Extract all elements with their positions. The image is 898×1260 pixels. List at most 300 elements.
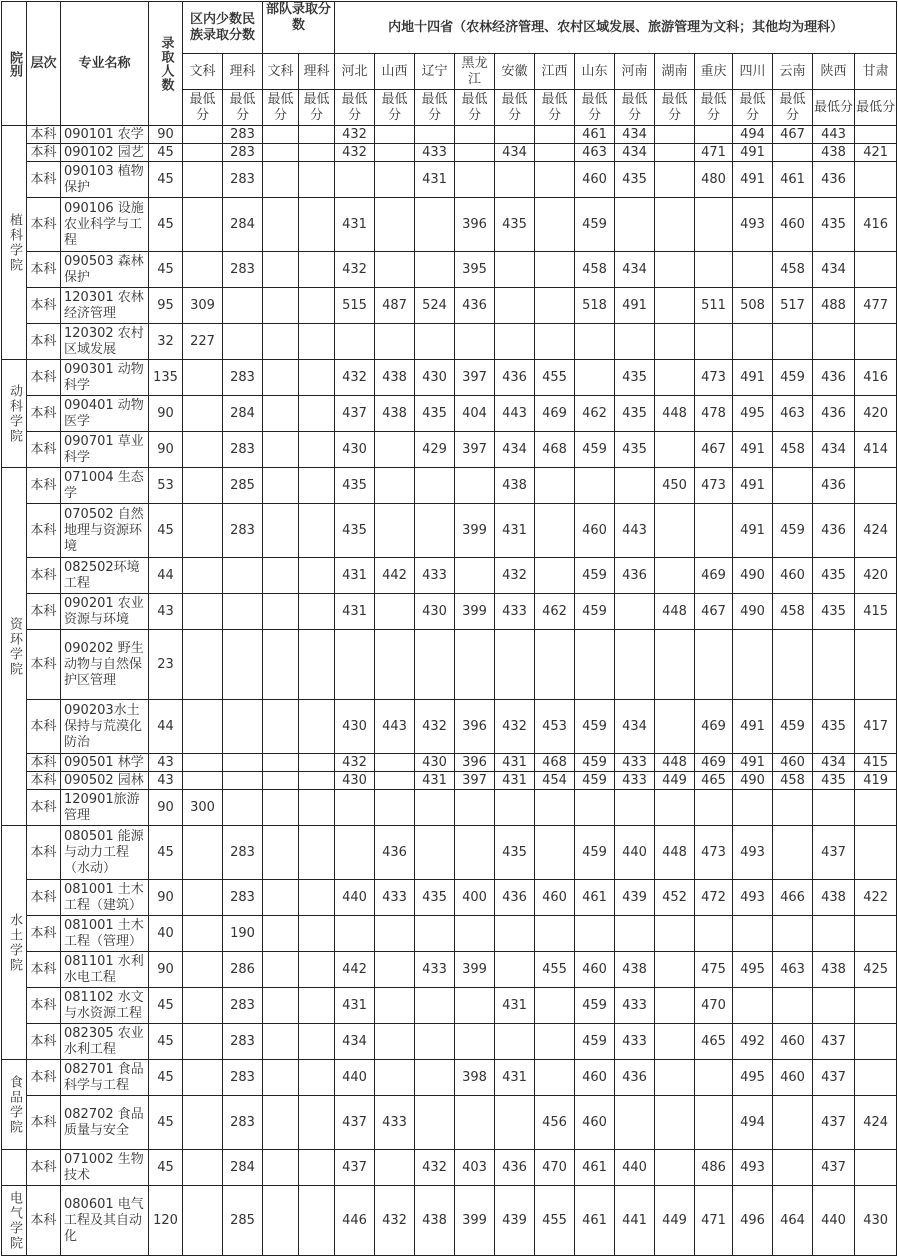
score-cell: 448 [655,826,695,880]
score-cell: 491 [733,700,773,754]
table-row [2,324,897,360]
military-wen-cell [263,790,299,826]
score-cell [615,324,655,360]
score-cell: 425 [855,952,897,988]
score-cell [655,324,695,360]
military-wen-cell [263,558,299,594]
score-cell: 466 [773,880,813,916]
header-college: 院别 [2,2,27,126]
score-cell: 438 [813,144,855,162]
score-cell: 439 [495,1186,535,1256]
military-li-cell [299,324,335,360]
score-cell: 438 [813,952,855,988]
header-minority-li: 理科 [223,54,263,90]
minority-wen-cell [183,754,223,772]
score-cell [335,162,375,198]
score-cell: 491 [733,162,773,198]
major-cell: 120302 农村区域发展 [61,324,149,360]
major-cell: 090503 森林保护 [61,252,149,288]
count-cell: 45 [149,162,183,198]
score-cell [535,630,575,700]
minority-li-cell [223,324,263,360]
score-cell: 490 [733,558,773,594]
score-cell: 434 [495,432,535,468]
score-cell: 397 [455,432,495,468]
minority-wen-cell [183,916,223,952]
level-cell: 本科 [27,594,61,630]
score-cell [375,324,415,360]
military-wen-cell [263,1186,299,1256]
score-cell [375,504,415,558]
score-cell: 430 [335,432,375,468]
score-cell: 435 [813,772,855,790]
score-cell [813,630,855,700]
minority-li-cell: 283 [223,826,263,880]
score-cell [733,630,773,700]
score-cell: 473 [695,360,733,396]
score-cell [695,1060,733,1096]
score-cell [535,468,575,504]
score-cell: 432 [495,558,535,594]
header-major: 专业名称 [61,2,149,126]
military-li-cell [299,790,335,826]
score-cell: 403 [455,1150,495,1186]
score-cell [375,790,415,826]
college-cell: 水土学院 [2,826,27,1060]
minority-wen-cell [183,1024,223,1060]
header-province: 黑龙江 [455,54,495,90]
score-cell [655,360,695,396]
score-cell: 435 [615,162,655,198]
major-cell: 090701 草业科学 [61,432,149,468]
score-cell [375,630,415,700]
minority-li-cell: 283 [223,880,263,916]
major-cell: 120301 农林经济管理 [61,288,149,324]
military-li-cell [299,1060,335,1096]
major-cell: 081102 水文与水资源工程 [61,988,149,1024]
count-cell: 45 [149,1024,183,1060]
score-cell: 490 [733,772,773,790]
score-cell [773,144,813,162]
score-cell: 442 [375,558,415,594]
table-row [2,558,897,594]
score-cell: 437 [813,1150,855,1186]
score-cell [575,916,615,952]
score-cell: 459 [575,826,615,880]
header-province: 四川 [733,54,773,90]
score-cell: 471 [695,1186,733,1256]
level-cell: 本科 [27,360,61,396]
score-cell: 487 [375,288,415,324]
score-cell: 459 [575,1024,615,1060]
major-cell: 090106 设施农业科学与工程 [61,198,149,252]
score-cell: 488 [813,288,855,324]
score-cell: 439 [615,880,655,916]
score-cell: 431 [335,558,375,594]
header-min-score: 最低分 [375,90,415,126]
military-li-cell [299,916,335,952]
score-cell [695,630,733,700]
header-level: 层次 [27,2,61,126]
level-cell: 本科 [27,558,61,594]
header-province: 重庆 [695,54,733,90]
header-province: 山西 [375,54,415,90]
military-li-cell [299,630,335,700]
header-province: 辽宁 [415,54,455,90]
count-cell: 40 [149,916,183,952]
score-cell [855,468,897,504]
level-cell: 本科 [27,396,61,432]
minority-wen-cell [183,360,223,396]
header-min-score: 最低分 [773,90,813,126]
score-cell: 461 [575,126,615,144]
major-cell: 070502 自然地理与资源环境 [61,504,149,558]
count-cell: 53 [149,468,183,504]
minority-wen-cell [183,988,223,1024]
score-cell: 459 [575,594,615,630]
military-wen-cell [263,360,299,396]
military-li-cell [299,144,335,162]
military-wen-cell [263,952,299,988]
score-cell: 458 [773,772,813,790]
military-li-cell [299,1150,335,1186]
score-cell: 435 [335,468,375,504]
count-cell: 90 [149,880,183,916]
score-cell [855,1060,897,1096]
major-cell: 080601 电气工程及其自动化 [61,1186,149,1256]
score-cell: 420 [855,558,897,594]
score-cell: 465 [695,772,733,790]
score-cell: 468 [535,754,575,772]
military-wen-cell [263,504,299,558]
count-cell: 90 [149,790,183,826]
score-cell [415,198,455,252]
minority-li-cell: 283 [223,162,263,198]
header-min-score: 最低分 [223,90,263,126]
score-cell: 460 [773,754,813,772]
level-cell: 本科 [27,324,61,360]
level-cell: 本科 [27,988,61,1024]
military-wen-cell [263,988,299,1024]
military-wen-cell [263,252,299,288]
score-cell [655,162,695,198]
major-cell: 090201 农业资源与环境 [61,594,149,630]
major-cell: 090502 园林 [61,772,149,790]
military-wen-cell [263,1096,299,1150]
score-cell: 486 [695,1150,733,1186]
score-cell: 471 [695,144,733,162]
count-cell: 45 [149,1060,183,1096]
score-cell: 463 [773,952,813,988]
military-li-cell [299,988,335,1024]
major-cell: 071004 生态学 [61,468,149,504]
score-cell [773,1096,813,1150]
military-li-cell [299,432,335,468]
military-wen-cell [263,198,299,252]
score-cell: 495 [733,1060,773,1096]
header-min-score: 最低分 [263,90,299,126]
score-cell [695,1096,733,1150]
score-cell [655,790,695,826]
minority-wen-cell [183,432,223,468]
table-row [2,916,897,952]
header-province: 山东 [575,54,615,90]
score-cell [375,126,415,144]
header-min-score: 最低分 [695,90,733,126]
level-cell: 本科 [27,198,61,252]
military-wen-cell [263,826,299,880]
score-cell [655,1024,695,1060]
score-cell: 460 [773,198,813,252]
score-cell: 441 [615,1186,655,1256]
score-cell: 430 [335,772,375,790]
score-cell: 478 [695,396,733,432]
score-cell: 469 [535,396,575,432]
count-cell: 44 [149,700,183,754]
score-cell: 455 [535,1186,575,1256]
count-cell: 90 [149,952,183,988]
score-cell [455,916,495,952]
score-cell: 491 [733,504,773,558]
score-cell: 463 [575,144,615,162]
score-cell [335,630,375,700]
score-cell: 434 [495,144,535,162]
score-cell [455,1024,495,1060]
military-li-cell [299,288,335,324]
score-cell: 436 [813,504,855,558]
score-cell: 433 [375,1096,415,1150]
score-cell: 398 [455,1060,495,1096]
level-cell: 本科 [27,700,61,754]
table-row [2,360,897,396]
score-cell: 432 [335,360,375,396]
level-cell: 本科 [27,790,61,826]
score-cell [733,252,773,288]
major-cell: 071002 生物技术 [61,1150,149,1186]
minority-wen-cell [183,700,223,754]
score-cell [535,558,575,594]
score-cell: 495 [733,952,773,988]
score-cell: 465 [695,1024,733,1060]
military-wen-cell [263,1060,299,1096]
count-cell: 45 [149,198,183,252]
score-cell: 396 [455,700,495,754]
score-cell: 415 [855,594,897,630]
score-cell: 397 [455,360,495,396]
score-cell [375,1024,415,1060]
count-cell: 45 [149,252,183,288]
count-cell: 45 [149,826,183,880]
score-cell: 435 [495,198,535,252]
score-cell: 395 [455,252,495,288]
military-wen-cell [263,396,299,432]
table-row [2,432,897,468]
score-cell: 431 [495,1060,535,1096]
military-wen-cell [263,468,299,504]
score-cell [695,916,733,952]
minority-wen-cell [183,198,223,252]
score-cell [455,126,495,144]
score-cell: 473 [695,468,733,504]
header-min-score: 最低分 [495,90,535,126]
score-cell [455,826,495,880]
score-cell: 463 [773,396,813,432]
score-cell: 436 [495,880,535,916]
military-li-cell [299,126,335,144]
score-cell: 493 [733,198,773,252]
major-cell: 081101 水利水电工程 [61,952,149,988]
score-cell: 433 [615,754,655,772]
military-li-cell [299,880,335,916]
score-cell: 469 [695,558,733,594]
minority-li-cell [223,790,263,826]
score-cell: 432 [415,700,455,754]
table-row [2,594,897,630]
score-cell [535,1060,575,1096]
score-cell: 475 [695,952,733,988]
score-cell: 431 [495,504,535,558]
count-cell: 43 [149,754,183,772]
score-cell [375,952,415,988]
military-wen-cell [263,1150,299,1186]
score-cell: 431 [415,772,455,790]
header-min-score: 最低分 [299,90,335,126]
score-cell [335,790,375,826]
table-row [2,126,897,144]
header-min-score: 最低分 [415,90,455,126]
minority-li-cell: 284 [223,198,263,252]
military-wen-cell [263,772,299,790]
score-cell: 458 [773,252,813,288]
level-cell: 本科 [27,826,61,880]
score-cell: 436 [455,288,495,324]
score-cell [813,790,855,826]
score-cell [655,700,695,754]
score-cell: 437 [813,1060,855,1096]
score-cell [455,162,495,198]
score-cell: 469 [695,700,733,754]
score-cell: 437 [813,1096,855,1150]
score-cell: 480 [695,162,733,198]
military-li-cell [299,1096,335,1150]
minority-li-cell: 283 [223,988,263,1024]
score-cell: 493 [733,826,773,880]
score-cell [415,126,455,144]
military-li-cell [299,396,335,432]
table-row [2,288,897,324]
score-cell [575,630,615,700]
score-cell: 433 [415,952,455,988]
header-min-score: 最低分 [615,90,655,126]
score-cell: 431 [495,754,535,772]
college-cell: 食品学院 [2,1060,27,1150]
table-row [2,700,897,754]
score-cell: 460 [575,1060,615,1096]
minority-li-cell: 286 [223,952,263,988]
score-cell: 437 [813,826,855,880]
minority-wen-cell [183,1186,223,1256]
table-row [2,988,897,1024]
header-count: 录取人数 [149,2,183,126]
table-row [2,198,897,252]
score-cell [655,504,695,558]
level-cell: 本科 [27,1186,61,1256]
military-wen-cell [263,700,299,754]
table-row [2,1024,897,1060]
minority-wen-cell [183,558,223,594]
score-cell: 455 [535,952,575,988]
minority-wen-cell [183,252,223,288]
score-cell: 493 [733,880,773,916]
minority-li-cell: 283 [223,126,263,144]
level-cell: 本科 [27,162,61,198]
major-cell: 090401 动物医学 [61,396,149,432]
military-li-cell [299,198,335,252]
table-row [2,952,897,988]
header-min-score: 最低分 [855,90,897,126]
score-cell [415,252,455,288]
level-cell: 本科 [27,252,61,288]
college-cell: 植科学院 [2,126,27,360]
score-cell [495,630,535,700]
minority-li-cell: 285 [223,1186,263,1256]
score-cell: 459 [575,988,615,1024]
score-cell: 421 [855,144,897,162]
military-li-cell [299,952,335,988]
score-cell: 459 [575,700,615,754]
score-cell [375,754,415,772]
score-cell [855,630,897,700]
score-cell: 440 [615,826,655,880]
score-cell: 396 [455,198,495,252]
military-wen-cell [263,144,299,162]
score-cell: 460 [575,952,615,988]
minority-li-cell: 283 [223,504,263,558]
score-cell [855,162,897,198]
military-wen-cell [263,1024,299,1060]
score-cell [773,790,813,826]
score-cell [655,288,695,324]
military-li-cell [299,700,335,754]
military-wen-cell [263,916,299,952]
score-cell: 431 [495,772,535,790]
score-cell [415,630,455,700]
score-cell: 458 [575,252,615,288]
score-cell: 449 [655,772,695,790]
count-cell: 43 [149,772,183,790]
score-cell: 448 [655,594,695,630]
score-cell [455,468,495,504]
score-cell [455,988,495,1024]
minority-wen-cell [183,1096,223,1150]
minority-li-cell: 190 [223,916,263,952]
score-cell: 455 [535,360,575,396]
score-cell: 435 [813,558,855,594]
score-cell [495,1024,535,1060]
score-cell: 454 [535,772,575,790]
score-cell: 433 [415,144,455,162]
score-cell [535,988,575,1024]
minority-li-cell: 283 [223,360,263,396]
count-cell: 23 [149,630,183,700]
score-cell [615,594,655,630]
score-cell: 424 [855,504,897,558]
military-li-cell [299,1186,335,1256]
score-cell [813,988,855,1024]
level-cell: 本科 [27,630,61,700]
major-cell: 090501 林学 [61,754,149,772]
score-cell [375,1150,415,1186]
